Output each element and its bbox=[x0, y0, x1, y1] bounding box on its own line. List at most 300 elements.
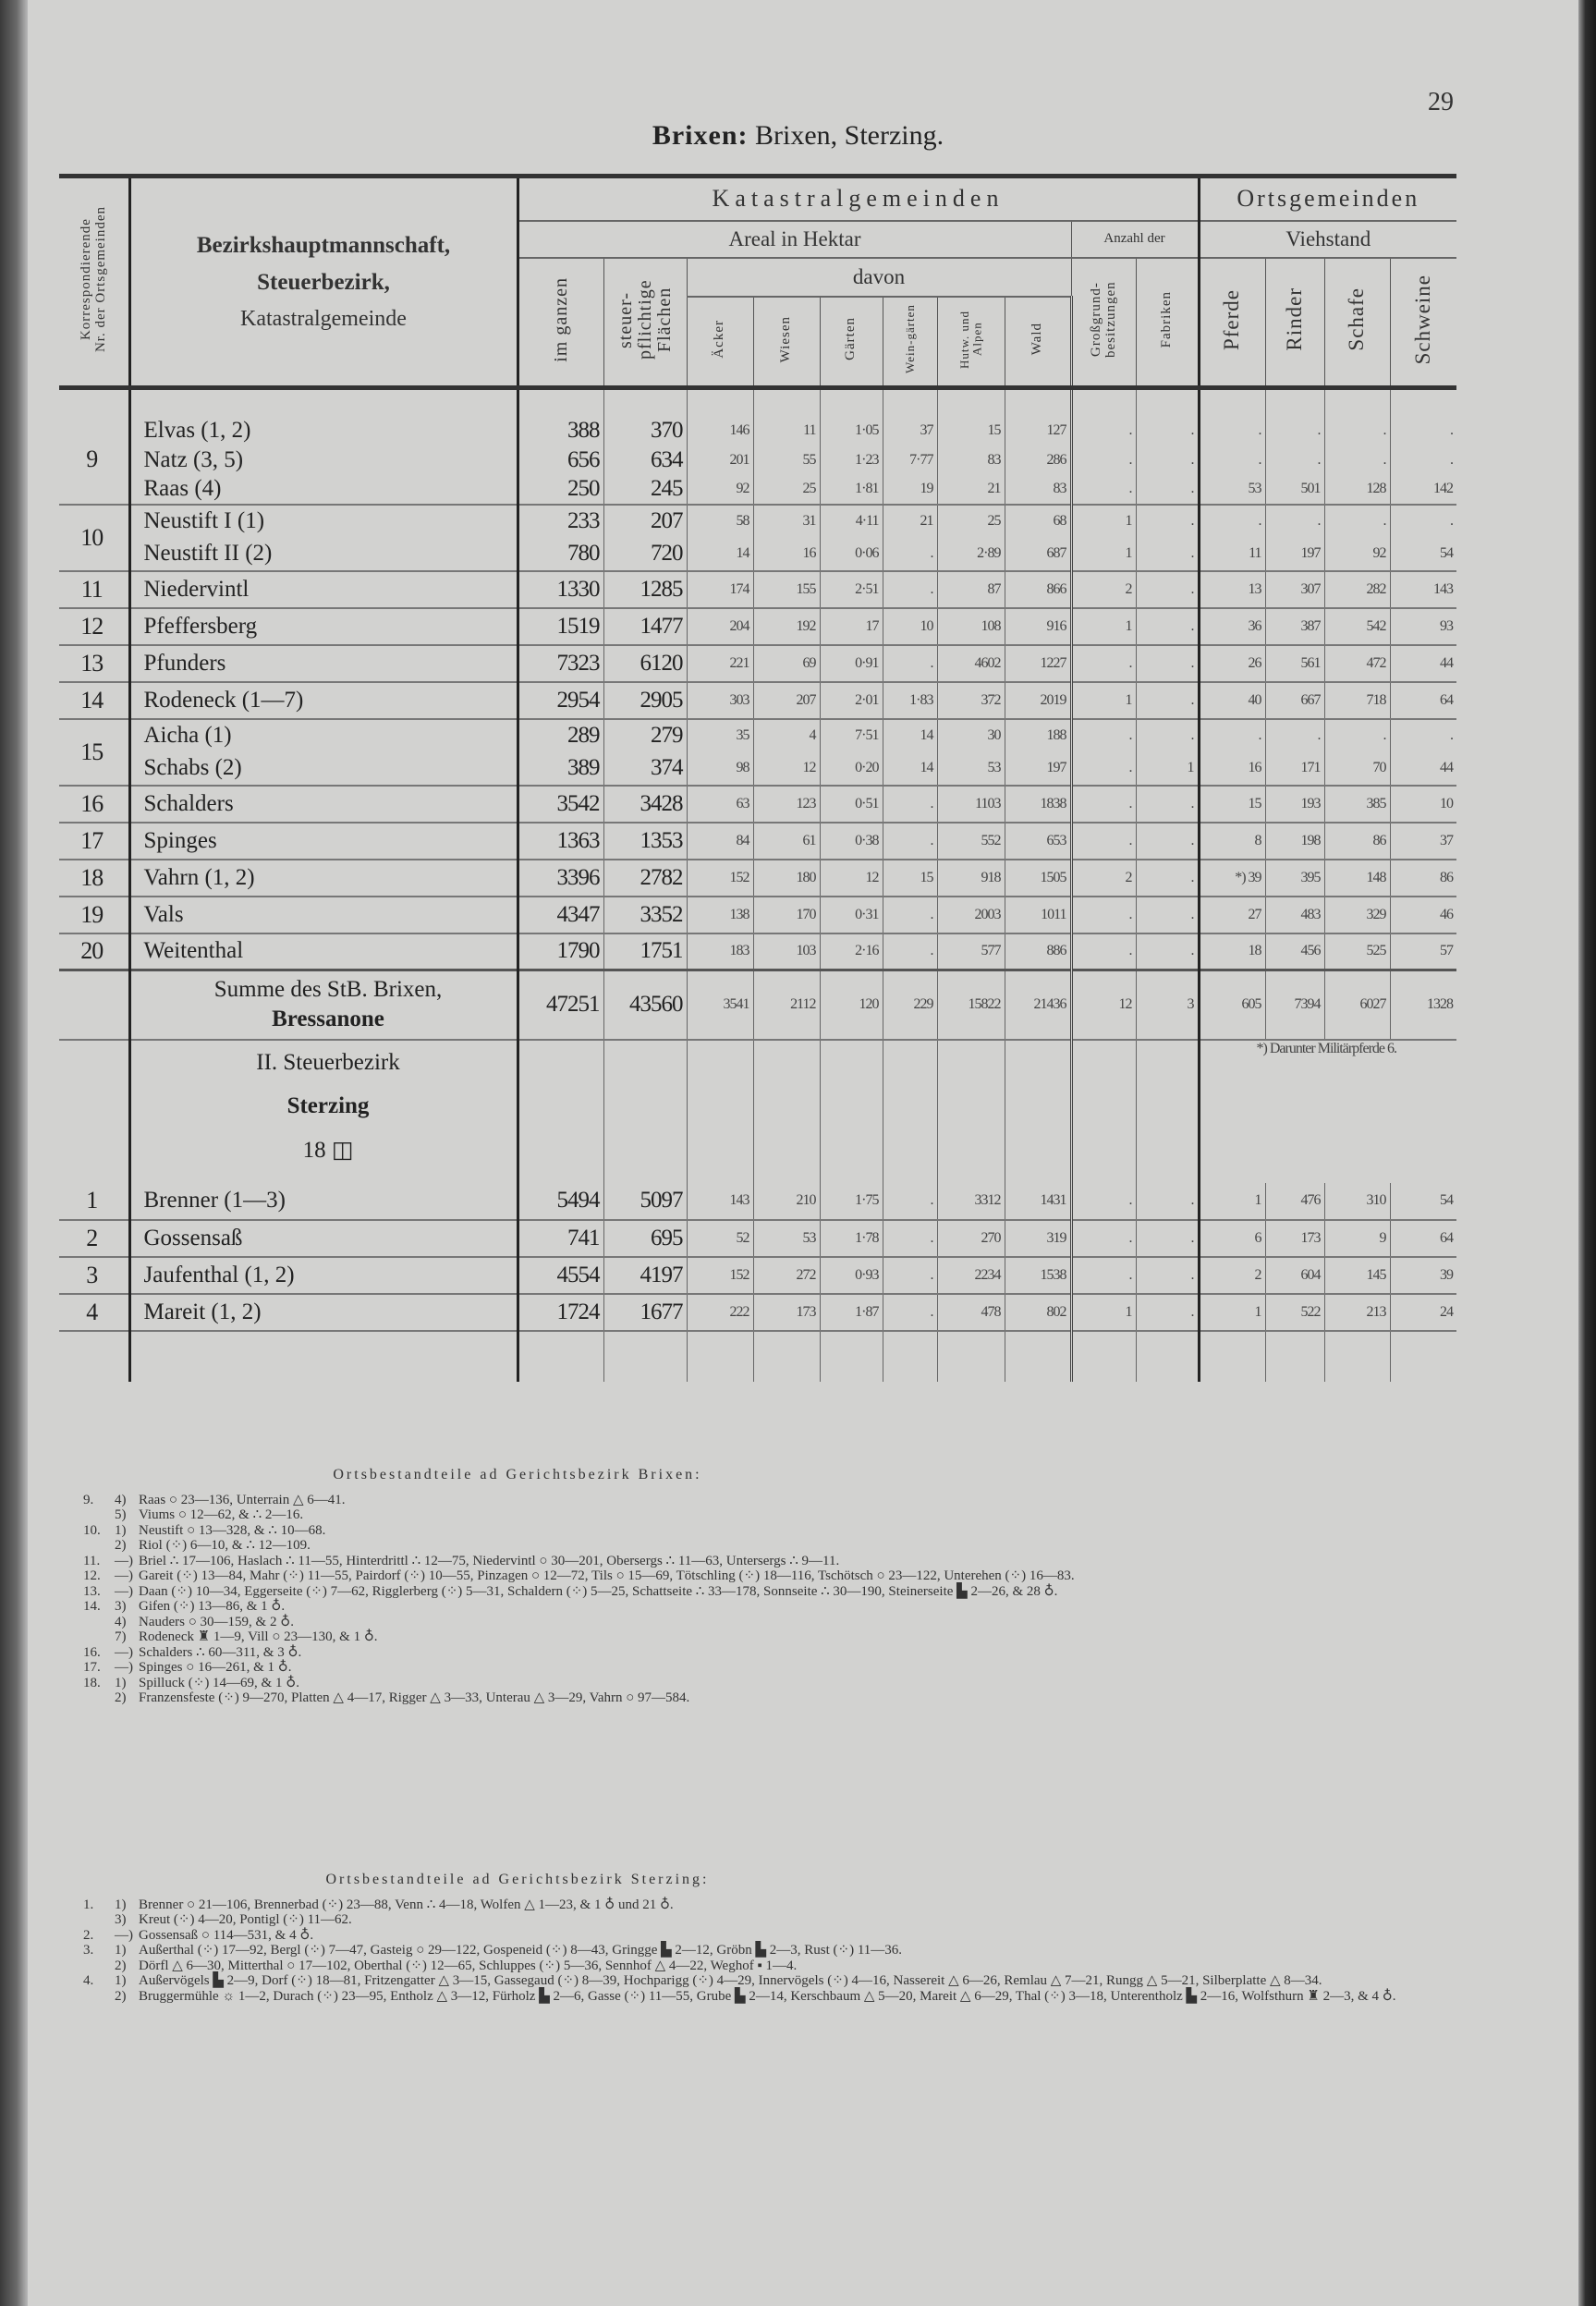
value-cell: 86 bbox=[1390, 860, 1456, 897]
header-wald: Wald bbox=[1005, 297, 1071, 388]
value-cell: . bbox=[1136, 1183, 1199, 1220]
value-cell: 92 bbox=[687, 475, 753, 505]
value-cell: 2234 bbox=[937, 1257, 1005, 1294]
value-cell: 1353 bbox=[603, 823, 687, 860]
value-cell: . bbox=[883, 645, 937, 682]
table-row bbox=[59, 505, 1456, 538]
note-sub: 2) bbox=[115, 1690, 127, 1705]
table-row bbox=[59, 719, 1456, 752]
value-cell: 245 bbox=[603, 475, 687, 505]
value-cell: 3312 bbox=[937, 1183, 1005, 1220]
value-cell: 916 bbox=[1005, 608, 1071, 645]
note-text: Außerthal (⁘) 17—92, Bergl (⁘) 7—47, Gasteig ○ 29—122, Gospeneid (⁘) 8—43, Gringge ▙ 2—12, Gröbn ▙ 2—3, Rust (⁘) 11—36. bbox=[139, 1943, 903, 1958]
note-line bbox=[83, 1507, 1451, 1523]
value-cell: . bbox=[1136, 645, 1199, 682]
value-cell: 120 bbox=[820, 970, 883, 1040]
value-cell: 720 bbox=[603, 538, 687, 571]
note-line bbox=[83, 1690, 1451, 1706]
value-cell: 1011 bbox=[1005, 897, 1071, 933]
row-number: 19 bbox=[59, 897, 129, 933]
value-cell: 1328 bbox=[1390, 970, 1456, 1040]
value-cell: 68 bbox=[1005, 505, 1071, 538]
value-cell: 12 bbox=[753, 752, 820, 786]
value-cell: 19 bbox=[883, 475, 937, 505]
header-viehstand: Viehstand bbox=[1199, 221, 1456, 258]
value-cell: 171 bbox=[1265, 752, 1324, 786]
note-line bbox=[83, 1554, 1451, 1569]
value-cell: 388 bbox=[518, 416, 603, 445]
value-cell: 1477 bbox=[603, 608, 687, 645]
row-number: 12 bbox=[59, 608, 129, 645]
note-line bbox=[83, 1629, 1451, 1645]
value-cell: 1519 bbox=[518, 608, 603, 645]
value-cell: 542 bbox=[1324, 608, 1390, 645]
value-cell: 173 bbox=[1265, 1220, 1324, 1257]
value-cell: . bbox=[1136, 475, 1199, 505]
value-cell: 44 bbox=[1390, 752, 1456, 786]
note-sub: 1) bbox=[115, 1973, 127, 1988]
value-cell: 63 bbox=[687, 786, 753, 823]
note-text: Gifen (⁘) 13—86, & 1 ♁. bbox=[139, 1599, 286, 1614]
note-line bbox=[83, 1523, 1451, 1539]
header-ortsgemeinden: Ortsgemeinden bbox=[1199, 177, 1456, 221]
value-cell: 2003 bbox=[937, 897, 1005, 933]
value-cell: 4602 bbox=[937, 645, 1005, 682]
value-cell: . bbox=[1136, 608, 1199, 645]
row-number: 20 bbox=[59, 933, 129, 970]
value-cell: 1227 bbox=[1005, 645, 1071, 682]
value-cell: 866 bbox=[1005, 571, 1071, 608]
value-cell: 0·93 bbox=[820, 1257, 883, 1294]
value-cell: 70 bbox=[1324, 752, 1390, 786]
row-number: 18 bbox=[59, 860, 129, 897]
table-row bbox=[59, 786, 1456, 823]
value-cell: 197 bbox=[1005, 752, 1071, 786]
value-cell: 1 bbox=[1071, 505, 1136, 538]
katastralgemeinde-name: Vahrn (1, 2) bbox=[129, 860, 518, 897]
value-cell: 0·91 bbox=[820, 645, 883, 682]
value-cell: 695 bbox=[603, 1220, 687, 1257]
value-cell: 17 bbox=[820, 608, 883, 645]
row-number: 15 bbox=[59, 719, 129, 786]
value-cell: 1 bbox=[1136, 752, 1199, 786]
steuerbezirk-label: II. Steuerbezirk bbox=[256, 1049, 400, 1075]
value-cell: 229 bbox=[883, 970, 937, 1040]
value-cell: 64 bbox=[1390, 1220, 1456, 1257]
value-cell: 14 bbox=[687, 538, 753, 571]
value-cell: 36 bbox=[1199, 608, 1265, 645]
table-row bbox=[59, 416, 1456, 445]
note-text: Viums ○ 12—62, & ∴ 2—16. bbox=[139, 1507, 304, 1522]
note-sub: 3) bbox=[115, 1912, 127, 1927]
value-cell: 7·77 bbox=[883, 445, 937, 475]
value-cell: 174 bbox=[687, 571, 753, 608]
value-cell: 35 bbox=[687, 719, 753, 752]
value-cell: . bbox=[1265, 445, 1324, 475]
katastralgemeinde-name: Vals bbox=[129, 897, 518, 933]
row-number: 11 bbox=[59, 571, 129, 608]
value-cell: 197 bbox=[1265, 538, 1324, 571]
value-cell: . bbox=[883, 933, 937, 970]
value-cell: 1751 bbox=[603, 933, 687, 970]
value-cell: 198 bbox=[1265, 823, 1324, 860]
katastralgemeinde-name: Spinges bbox=[129, 823, 518, 860]
note-text: Brenner ○ 21—106, Brennerbad (⁘) 23—88, Venn ∴ 4—18, Wolfen △ 1—23, & 1 ♁ und 21 ♁. bbox=[139, 1897, 674, 1912]
value-cell: 15 bbox=[937, 416, 1005, 445]
note-number bbox=[83, 1989, 115, 2005]
note-sub: 1) bbox=[115, 1675, 127, 1690]
table-row bbox=[59, 571, 1456, 608]
row-number: 16 bbox=[59, 786, 129, 823]
note-line bbox=[83, 1615, 1451, 1630]
note-text: Riol (⁘) 6—10, & ∴ 12—109. bbox=[139, 1538, 311, 1553]
table-row bbox=[59, 645, 1456, 682]
value-cell: 4 bbox=[753, 719, 820, 752]
value-cell: 918 bbox=[937, 860, 1005, 897]
value-cell: . bbox=[1071, 645, 1136, 682]
katastralgemeinde-name: Aicha (1) bbox=[129, 719, 518, 752]
note-line bbox=[83, 1584, 1451, 1600]
value-cell: 286 bbox=[1005, 445, 1071, 475]
table-row bbox=[59, 897, 1456, 933]
value-cell: 389 bbox=[518, 752, 603, 786]
value-cell: 233 bbox=[518, 505, 603, 538]
value-cell: 667 bbox=[1265, 682, 1324, 719]
value-cell: 84 bbox=[687, 823, 753, 860]
value-cell: 146 bbox=[687, 416, 753, 445]
note-sub: —) bbox=[115, 1583, 133, 1599]
value-cell: 30 bbox=[937, 719, 1005, 752]
note-number bbox=[83, 1690, 115, 1706]
note-text: Kreut (⁘) 4—20, Pontigl (⁘) 11—62. bbox=[139, 1912, 352, 1927]
value-cell: 2 bbox=[1199, 1257, 1265, 1294]
value-cell: . bbox=[883, 823, 937, 860]
value-cell: 478 bbox=[937, 1294, 1005, 1331]
title-bold: Brixen: bbox=[652, 120, 749, 151]
value-cell: 16 bbox=[753, 538, 820, 571]
value-cell: . bbox=[1136, 719, 1199, 752]
value-cell: 44 bbox=[1390, 645, 1456, 682]
page-number: 29 bbox=[1428, 88, 1454, 116]
value-cell: . bbox=[1199, 719, 1265, 752]
value-cell: . bbox=[1136, 933, 1199, 970]
footnote: *) Darunter Militärpferde 6. bbox=[1199, 1040, 1456, 1183]
value-cell: 27 bbox=[1199, 897, 1265, 933]
value-cell: . bbox=[1136, 571, 1199, 608]
value-cell: 2·89 bbox=[937, 538, 1005, 571]
header-name-line3: Katastralgemeinde bbox=[240, 306, 407, 331]
note-sub: 1) bbox=[115, 1522, 127, 1538]
header-weingaerten: Wein-gärten bbox=[883, 297, 937, 388]
value-cell: 4·11 bbox=[820, 505, 883, 538]
note-number bbox=[83, 1912, 115, 1928]
value-cell: . bbox=[1324, 445, 1390, 475]
value-cell: 83 bbox=[937, 445, 1005, 475]
note-text: Briel ∴ 17—106, Haslach ∴ 11—55, Hinterdrittl ∴ 12—75, Niedervintl ○ 30—201, Obersergs ∴ 11—63, Untersergs ∴ 9—11. bbox=[139, 1553, 840, 1568]
value-cell: 2·51 bbox=[820, 571, 883, 608]
value-cell: 213 bbox=[1324, 1294, 1390, 1331]
table-row bbox=[59, 860, 1456, 897]
page-title bbox=[0, 120, 1596, 152]
value-cell: 207 bbox=[753, 682, 820, 719]
value-cell: 370 bbox=[603, 416, 687, 445]
value-cell: 472 bbox=[1324, 645, 1390, 682]
value-cell: . bbox=[1071, 1220, 1136, 1257]
value-cell: 123 bbox=[753, 786, 820, 823]
value-cell: . bbox=[1071, 752, 1136, 786]
value-cell: 886 bbox=[1005, 933, 1071, 970]
value-cell: 221 bbox=[687, 645, 753, 682]
table-row bbox=[59, 445, 1456, 475]
katastralgemeinde-name: Pfeffersberg bbox=[129, 608, 518, 645]
value-cell: . bbox=[883, 1257, 937, 1294]
value-cell: 143 bbox=[687, 1183, 753, 1220]
steuerbezirk-name: Sterzing bbox=[286, 1093, 370, 1118]
header-grossgrund: Großgrund-besitzungen bbox=[1071, 258, 1136, 388]
note-sub: —) bbox=[115, 1927, 133, 1943]
value-cell: . bbox=[1071, 1257, 1136, 1294]
value-cell: 180 bbox=[753, 860, 820, 897]
row-number: 17 bbox=[59, 823, 129, 860]
table-row bbox=[59, 823, 1456, 860]
value-cell: 3396 bbox=[518, 860, 603, 897]
value-cell: 5097 bbox=[603, 1183, 687, 1220]
note-line bbox=[83, 1599, 1451, 1615]
value-cell: 1 bbox=[1199, 1183, 1265, 1220]
value-cell: 16 bbox=[1199, 752, 1265, 786]
value-cell: 374 bbox=[603, 752, 687, 786]
row-number: 4 bbox=[59, 1294, 129, 1331]
value-cell: 53 bbox=[937, 752, 1005, 786]
notes-brixen bbox=[83, 1468, 1451, 1706]
note-line bbox=[83, 1943, 1451, 1958]
value-cell: 12 bbox=[1071, 970, 1136, 1040]
value-cell: 1·75 bbox=[820, 1183, 883, 1220]
value-cell: . bbox=[1324, 416, 1390, 445]
value-cell: 2·01 bbox=[820, 682, 883, 719]
header-name bbox=[129, 177, 518, 388]
note-text: Daan (⁘) 10—34, Eggerseite (⁘) 7—62, Rigglerberg (⁘) 5—31, Schaldern (⁘) 5—25, Schattseite ∴ 33—178, Sonnseite ∴ 30—190, Steinerseite ▙ 2—26, & 28 ♁. bbox=[139, 1583, 1058, 1599]
note-line bbox=[83, 1958, 1451, 1974]
value-cell: 25 bbox=[753, 475, 820, 505]
note-number: 18. bbox=[83, 1675, 101, 1690]
header-name-line2: Steuerbezirk, bbox=[257, 269, 390, 295]
value-cell: 1505 bbox=[1005, 860, 1071, 897]
value-cell: 250 bbox=[518, 475, 603, 505]
table-body bbox=[59, 388, 1456, 1382]
value-cell: 1·87 bbox=[820, 1294, 883, 1331]
header-hutweiden: Hutw. und Alpen bbox=[937, 297, 1005, 388]
katastralgemeinde-name: Natz (3, 5) bbox=[129, 445, 518, 475]
value-cell: 1363 bbox=[518, 823, 603, 860]
note-sub: 1) bbox=[115, 1897, 127, 1912]
value-cell: . bbox=[1199, 445, 1265, 475]
value-cell: 270 bbox=[937, 1220, 1005, 1257]
scan-left-edge bbox=[0, 0, 28, 2306]
value-cell: 15 bbox=[1199, 786, 1265, 823]
value-cell: 476 bbox=[1265, 1183, 1324, 1220]
value-cell: 1790 bbox=[518, 933, 603, 970]
note-text: Nauders ○ 30—159, & 2 ♁. bbox=[139, 1614, 294, 1629]
value-cell: . bbox=[883, 1294, 937, 1331]
value-cell: 52 bbox=[687, 1220, 753, 1257]
summe-label-2: Bressanone bbox=[272, 1007, 384, 1032]
table-row bbox=[59, 1220, 1456, 1257]
value-cell: 54 bbox=[1390, 538, 1456, 571]
value-cell: 10 bbox=[883, 608, 937, 645]
table-row bbox=[59, 1183, 1456, 1220]
note-number: 4. bbox=[83, 1973, 94, 1988]
table-row bbox=[59, 1257, 1456, 1294]
title-rest: Brixen, Sterzing. bbox=[748, 120, 944, 151]
value-cell: 37 bbox=[883, 416, 937, 445]
value-cell: 193 bbox=[1265, 786, 1324, 823]
value-cell: . bbox=[1071, 786, 1136, 823]
value-cell: 142 bbox=[1390, 475, 1456, 505]
katastralgemeinde-name: Niedervintl bbox=[129, 571, 518, 608]
value-cell: 155 bbox=[753, 571, 820, 608]
value-cell: 201 bbox=[687, 445, 753, 475]
header-wiesen: Wiesen bbox=[753, 297, 820, 388]
value-cell: 780 bbox=[518, 538, 603, 571]
value-cell: . bbox=[1136, 897, 1199, 933]
value-cell: 1·23 bbox=[820, 445, 883, 475]
value-cell: 13 bbox=[1199, 571, 1265, 608]
note-number: 17. bbox=[83, 1660, 101, 1675]
value-cell: . bbox=[1265, 416, 1324, 445]
value-cell: 192 bbox=[753, 608, 820, 645]
header-steuerpflichtig: steuer-pflichtige Flächen bbox=[603, 258, 687, 388]
value-cell: 2 bbox=[1071, 571, 1136, 608]
value-cell: 93 bbox=[1390, 608, 1456, 645]
value-cell: 21 bbox=[883, 505, 937, 538]
note-sub: 4) bbox=[115, 1614, 127, 1629]
katastralgemeinde-name: Raas (4) bbox=[129, 475, 518, 505]
note-text: Schalders ∴ 60—311, & 3 ♁. bbox=[139, 1644, 302, 1660]
value-cell: . bbox=[1136, 1294, 1199, 1331]
katastralgemeinde-name: Gossensaß bbox=[129, 1220, 518, 1257]
value-cell: 3 bbox=[1136, 970, 1199, 1040]
value-cell: . bbox=[1324, 719, 1390, 752]
value-cell: 222 bbox=[687, 1294, 753, 1331]
value-cell: 108 bbox=[937, 608, 1005, 645]
value-cell: 501 bbox=[1265, 475, 1324, 505]
value-cell: . bbox=[883, 1183, 937, 1220]
value-cell: 1330 bbox=[518, 571, 603, 608]
header-nr: Korrespondierende Nr. der Ortsgemeinden bbox=[59, 177, 129, 388]
value-cell: . bbox=[1199, 416, 1265, 445]
note-number: 11. bbox=[83, 1553, 101, 1568]
note-line bbox=[83, 1645, 1451, 1661]
value-cell: 282 bbox=[1324, 571, 1390, 608]
value-cell: 604 bbox=[1265, 1257, 1324, 1294]
value-cell: 98 bbox=[687, 752, 753, 786]
value-cell: 58 bbox=[687, 505, 753, 538]
value-cell: 1·78 bbox=[820, 1220, 883, 1257]
value-cell: . bbox=[1390, 445, 1456, 475]
value-cell: . bbox=[883, 571, 937, 608]
value-cell: 5494 bbox=[518, 1183, 603, 1220]
value-cell: 25 bbox=[937, 505, 1005, 538]
note-sub: —) bbox=[115, 1644, 133, 1660]
note-number bbox=[83, 1538, 115, 1554]
katastralgemeinde-name: Pfunders bbox=[129, 645, 518, 682]
header-schafe: Schafe bbox=[1324, 258, 1390, 388]
value-cell: 2019 bbox=[1005, 682, 1071, 719]
summe-label: Summe des StB. Brixen, bbox=[213, 976, 443, 1002]
value-cell: . bbox=[1390, 505, 1456, 538]
value-cell: . bbox=[1136, 786, 1199, 823]
value-cell: 4347 bbox=[518, 897, 603, 933]
value-cell: 2·16 bbox=[820, 933, 883, 970]
row-number: 2 bbox=[59, 1220, 129, 1257]
value-cell: 0·06 bbox=[820, 538, 883, 571]
value-cell: 11 bbox=[753, 416, 820, 445]
value-cell: 15 bbox=[883, 860, 937, 897]
value-cell: 4554 bbox=[518, 1257, 603, 1294]
note-sub: —) bbox=[115, 1553, 133, 1568]
value-cell: 87 bbox=[937, 571, 1005, 608]
table-row bbox=[59, 752, 1456, 786]
value-cell: 21436 bbox=[1005, 970, 1071, 1040]
sterzing-header-row bbox=[59, 1040, 1456, 1183]
value-cell: 7394 bbox=[1265, 970, 1324, 1040]
value-cell: 718 bbox=[1324, 682, 1390, 719]
header-davon: davon bbox=[687, 258, 1071, 297]
value-cell: 289 bbox=[518, 719, 603, 752]
row-number: 9 bbox=[59, 416, 129, 505]
value-cell: 0·38 bbox=[820, 823, 883, 860]
katastralgemeinde-name: Weitenthal bbox=[129, 933, 518, 970]
value-cell: 687 bbox=[1005, 538, 1071, 571]
note-line bbox=[83, 1912, 1451, 1928]
value-cell: 57 bbox=[1390, 933, 1456, 970]
note-number: 3. bbox=[83, 1943, 94, 1958]
value-cell: 103 bbox=[753, 933, 820, 970]
row-number: 13 bbox=[59, 645, 129, 682]
note-number bbox=[83, 1507, 115, 1523]
header-schweine: Schweine bbox=[1390, 258, 1456, 388]
header-rinder: Rinder bbox=[1265, 258, 1324, 388]
header-aecker: Äcker bbox=[687, 297, 753, 388]
notes-sterzing bbox=[83, 1873, 1451, 2004]
note-number bbox=[83, 1958, 115, 1974]
note-text: Gossensaß ○ 114—531, & 4 ♁. bbox=[139, 1927, 314, 1943]
note-text: Rodeneck ♜ 1—9, Vill ○ 23—130, & 1 ♁. bbox=[139, 1629, 378, 1644]
note-line bbox=[83, 1989, 1451, 2005]
value-cell: 173 bbox=[753, 1294, 820, 1331]
value-cell: 4197 bbox=[603, 1257, 687, 1294]
value-cell: 319 bbox=[1005, 1220, 1071, 1257]
note-line bbox=[83, 1538, 1451, 1554]
note-number: 2. bbox=[83, 1927, 94, 1943]
note-number: 9. bbox=[83, 1492, 94, 1507]
value-cell: 372 bbox=[937, 682, 1005, 719]
value-cell: 310 bbox=[1324, 1183, 1390, 1220]
value-cell: . bbox=[1071, 1183, 1136, 1220]
value-cell: 1 bbox=[1199, 1294, 1265, 1331]
value-cell: 143 bbox=[1390, 571, 1456, 608]
header-gaerten: Gärten bbox=[820, 297, 883, 388]
table-row bbox=[59, 933, 1456, 970]
value-cell: 83 bbox=[1005, 475, 1071, 505]
value-cell: 329 bbox=[1324, 897, 1390, 933]
value-cell: 61 bbox=[753, 823, 820, 860]
table-row bbox=[59, 1294, 1456, 1331]
note-text: Bruggermühle ☼ 1—2, Durach (⁘) 23—95, Entholz △ 3—12, Fürholz ▙ 2—6, Gasse (⁘) 11—55, Grube ▙ 2—14, Kerschbaum △ 5—20, Mareit △ 6—29, Thal (⁘) 3—18, Unterentholz ▙ 2—16, Wolfsthurn ♜ 2—3, & 4 ♁. bbox=[139, 1988, 1396, 2004]
value-cell: . bbox=[1199, 505, 1265, 538]
note-number: 1. bbox=[83, 1897, 94, 1912]
